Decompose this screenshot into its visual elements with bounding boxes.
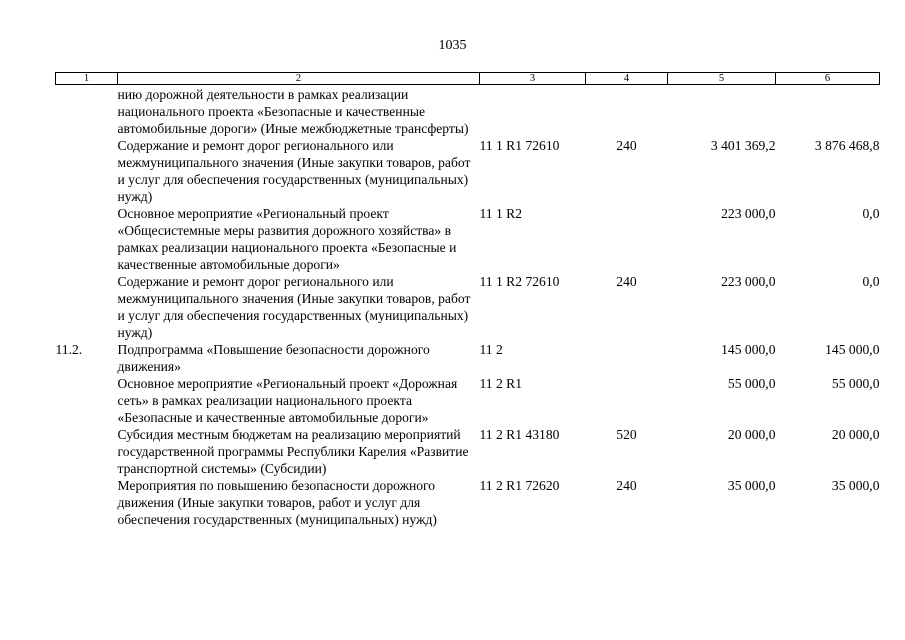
row-expense-type xyxy=(586,341,668,375)
row-name: нию дорожной деятельности в рамках реализации национального проекта «Безопасные и качественные автомобильные дороги» (Иные межбюджетные трансферты) xyxy=(117,87,469,136)
row-number: 11.2. xyxy=(55,342,83,357)
row-amount-year-2: 0,0 xyxy=(862,274,880,289)
row-expense-type: 240 xyxy=(616,274,637,289)
row-name: Подпрограмма «Повышение безопасности дорожного движения» xyxy=(117,342,430,374)
row-code: 11 1 R1 72610 xyxy=(479,138,560,153)
row-amount-year-2: 0,0 xyxy=(862,206,880,221)
row-expense-type: 240 xyxy=(616,478,637,493)
row-amount-year-1: 3 401 369,2 xyxy=(710,138,776,153)
column-header-6: 6 xyxy=(776,73,880,85)
row-code: 11 2 R1 43180 xyxy=(479,427,560,442)
row-name: Мероприятия по повышению безопасности дорожного движения (Иные закупки товаров, работ и услуг для обеспечения государственных (муниципальных) нужд) xyxy=(117,478,437,527)
column-header-5: 5 xyxy=(668,73,776,85)
row-number xyxy=(56,477,118,528)
row-number xyxy=(56,426,118,477)
row-name: Основное мероприятие «Региональный проект «Общесистемные меры развития дорожного хозяйства» в рамках реализации национального проекта «Безопасные и качественные автомобильные дороги» xyxy=(117,206,457,272)
row-number xyxy=(56,85,118,138)
row-code: 11 1 R2 xyxy=(479,206,523,221)
row-code: 11 1 R2 72610 xyxy=(479,274,560,289)
row-amount-year-1: 145 000,0 xyxy=(721,342,776,357)
row-name: Основное мероприятие «Региональный проект «Дорожная сеть» в рамках реализации национального проекта «Безопасные и качественные автомобильные дороги» xyxy=(117,376,458,425)
table-row xyxy=(56,137,880,205)
row-name: Содержание и ремонт дорог регионального или межмуниципального значения (Иные закупки товаров, работ и услуг для обеспечения государственных (муниципальных) нужд) xyxy=(117,138,471,204)
column-header-4: 4 xyxy=(586,73,668,85)
column-header-3: 3 xyxy=(480,73,586,85)
row-amount-year-2 xyxy=(776,85,880,138)
row-amount-year-2: 55 000,0 xyxy=(831,376,880,391)
table-row xyxy=(56,477,880,528)
row-amount-year-1: 55 000,0 xyxy=(727,376,776,391)
row-expense-type xyxy=(586,375,668,426)
row-number xyxy=(56,273,118,341)
row-name: Содержание и ремонт дорог регионального или межмуниципального значения (Иные закупки товаров, работ и услуг для обеспечения государственных (муниципальных) нужд) xyxy=(117,274,471,340)
table-row xyxy=(56,426,880,477)
row-name: Субсидия местным бюджетам на реализацию мероприятий государственной программы Республики Карелия «Развитие транспортной системы» (Субсидии) xyxy=(117,427,469,476)
column-header-1: 1 xyxy=(56,73,118,85)
row-code: 11 2 R1 xyxy=(479,376,523,391)
row-amount-year-2: 145 000,0 xyxy=(825,342,880,357)
row-amount-year-2: 20 000,0 xyxy=(831,427,880,442)
row-code xyxy=(480,85,586,138)
row-code: 11 2 R1 72620 xyxy=(479,478,560,493)
table-row xyxy=(56,341,880,375)
table-row xyxy=(56,85,880,138)
row-amount-year-2: 35 000,0 xyxy=(831,478,880,493)
table-row xyxy=(56,375,880,426)
row-expense-type: 240 xyxy=(616,138,637,153)
row-expense-type: 520 xyxy=(616,427,637,442)
row-number xyxy=(56,375,118,426)
row-amount-year-1: 35 000,0 xyxy=(727,478,776,493)
row-number xyxy=(56,137,118,205)
row-expense-type xyxy=(586,85,668,138)
table-row xyxy=(56,273,880,341)
column-number-header xyxy=(56,73,880,85)
row-amount-year-1: 20 000,0 xyxy=(727,427,776,442)
row-expense-type xyxy=(586,205,668,273)
row-code: 11 2 xyxy=(479,342,503,357)
row-amount-year-1 xyxy=(668,85,776,138)
row-amount-year-2: 3 876 468,8 xyxy=(814,138,880,153)
budget-table xyxy=(55,72,880,528)
table-row xyxy=(56,205,880,273)
column-header-2: 2 xyxy=(118,73,480,85)
row-amount-year-1: 223 000,0 xyxy=(721,206,776,221)
page-number: 1035 xyxy=(438,38,467,53)
row-number xyxy=(56,205,118,273)
row-amount-year-1: 223 000,0 xyxy=(721,274,776,289)
